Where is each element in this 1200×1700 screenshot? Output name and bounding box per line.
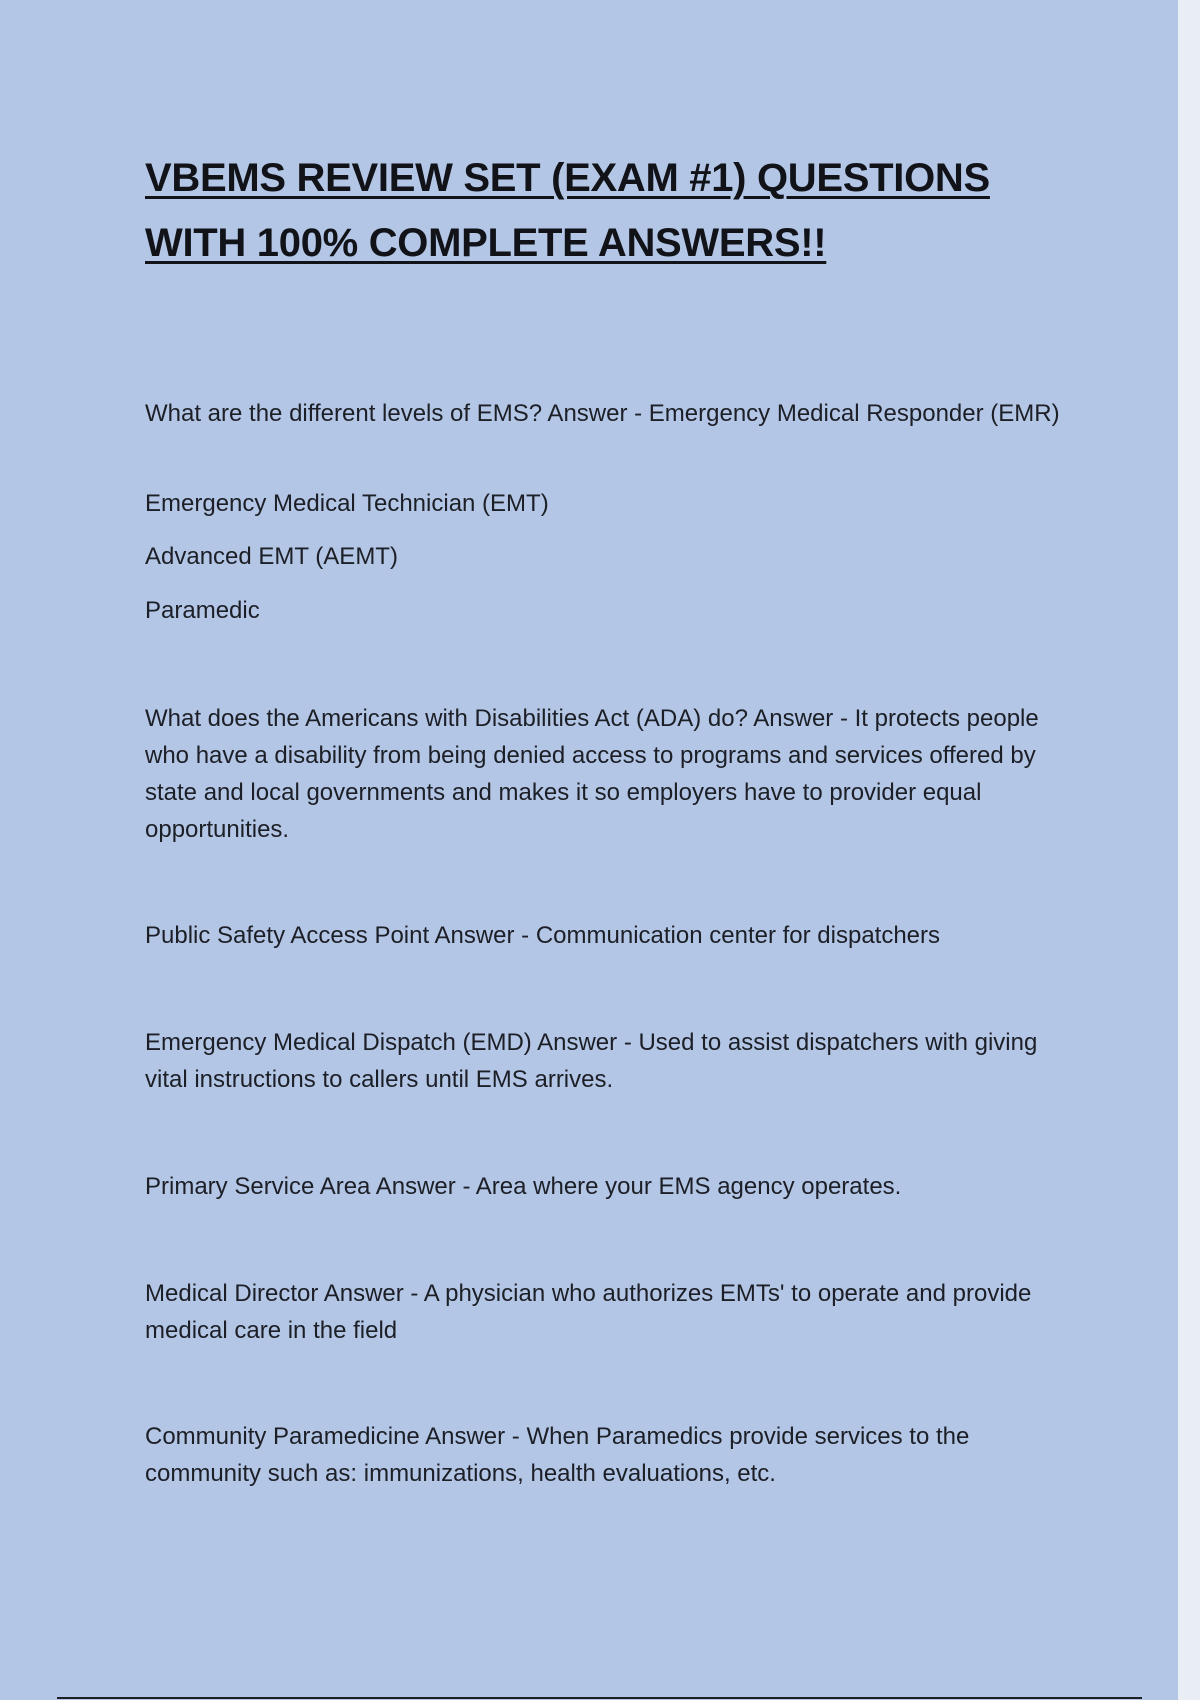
title-line-1: VBEMS REVIEW SET (EXAM #1) QUESTIONS bbox=[145, 156, 990, 200]
qa-ems-level-emt: Emergency Medical Technician (EMT) bbox=[145, 490, 549, 517]
footer-divider bbox=[57, 1697, 1142, 1699]
qa-psap: Public Safety Access Point Answer - Communication center for dispatchers bbox=[145, 922, 941, 949]
document-title bbox=[145, 146, 1065, 276]
qa-ada: What does the Americans with Disabilities Act (ADA) do? Answer - It protects people who have a disability from being denied access to programs and services offered by state and local governments and makes it so employers have to provider equal opportunities. bbox=[145, 705, 1039, 843]
qa-medical-director: Medical Director Answer - A physician who authorizes EMTs' to operate and provide medical care in the field bbox=[145, 1280, 1032, 1344]
qa-ems-levels: What are the different levels of EMS? Answer - Emergency Medical Responder (EMR) bbox=[145, 400, 1060, 427]
qa-primary-service-area: Primary Service Area Answer - Area where your EMS agency operates. bbox=[145, 1173, 902, 1200]
title-line-2: WITH 100% COMPLETE ANSWERS!! bbox=[145, 221, 827, 265]
qa-emd: Emergency Medical Dispatch (EMD) Answer - Used to assist dispatchers with giving vital instructions to callers until EMS arrives. bbox=[145, 1029, 1038, 1093]
qa-ems-level-aemt: Advanced EMT (AEMT) bbox=[145, 543, 398, 570]
qa-ems-level-paramedic: Paramedic bbox=[145, 597, 260, 624]
qa-community-paramedicine: Community Paramedicine Answer - When Paramedics provide services to the community such as: immunizations, health evaluations, etc. bbox=[145, 1423, 970, 1487]
page-margin-strip bbox=[1178, 0, 1200, 1700]
